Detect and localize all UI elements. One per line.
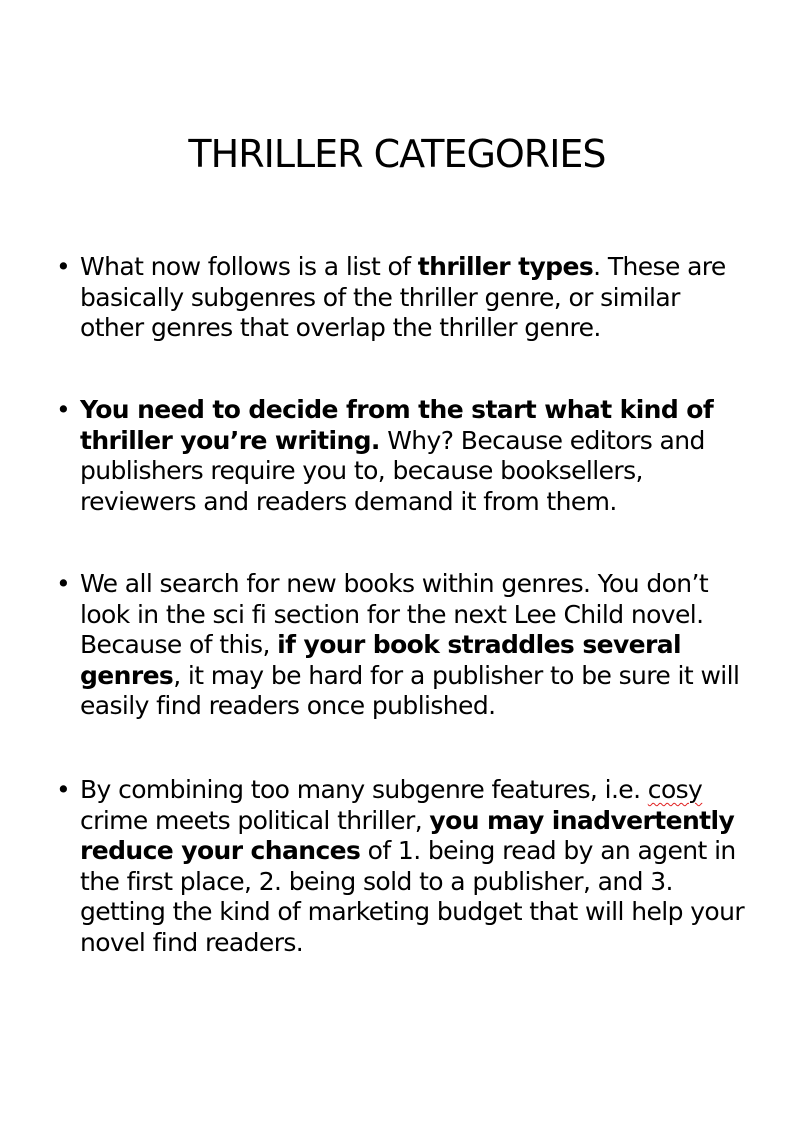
text-segment: of 1. being read by an agent in the first place, 2. being sold to a publisher, and 3. getting the kind of marketing budget that will help your novel find readers. [80, 836, 745, 957]
bullet-text [80, 775, 746, 958]
bullet-icon: • [56, 775, 71, 804]
bullet-item-2 [56, 395, 746, 517]
text-segment: By combining too many subgenre features, i.e. [80, 775, 648, 804]
bullet-text [80, 395, 746, 517]
bold-text-segment: you may inadvertently reduce your chances [80, 805, 735, 865]
text-segment: Why? Because editors and publishers require you to, because booksellers, reviewers and readers demand it from them. [80, 425, 705, 516]
text-segment: What now follows is a list of [80, 252, 418, 281]
bullet-icon: • [56, 252, 71, 281]
bold-text-segment: thriller types [417, 252, 594, 281]
bold-text-segment: if your book straddles several genres [80, 630, 681, 690]
bullet-item-3 [56, 569, 746, 722]
bold-text-segment: You need to decide from the start what kind of thriller you’re writing. [80, 395, 714, 455]
text-segment: We all search for new books within genres. You don’t look in the sci fi section for the next Lee Child novel. Because of this, [80, 569, 709, 659]
page-title: THRILLER CATEGORIES [188, 132, 606, 176]
bullet-icon: • [56, 395, 71, 424]
misspelled-word: cosy [647, 775, 703, 804]
text-segment: . These are basically subgenres of the thriller genre, or similar other genres that overlap the thriller genre. [80, 252, 726, 342]
text-segment: , it may be hard for a publisher to be sure it will easily find readers once published. [80, 660, 740, 720]
bullet-text [80, 569, 746, 722]
bullet-item-4 [56, 775, 746, 958]
bullet-item-1 [56, 252, 746, 344]
bullet-icon: • [56, 569, 71, 598]
bullet-text [80, 252, 746, 344]
text-segment: crime meets political thriller, [80, 805, 430, 835]
